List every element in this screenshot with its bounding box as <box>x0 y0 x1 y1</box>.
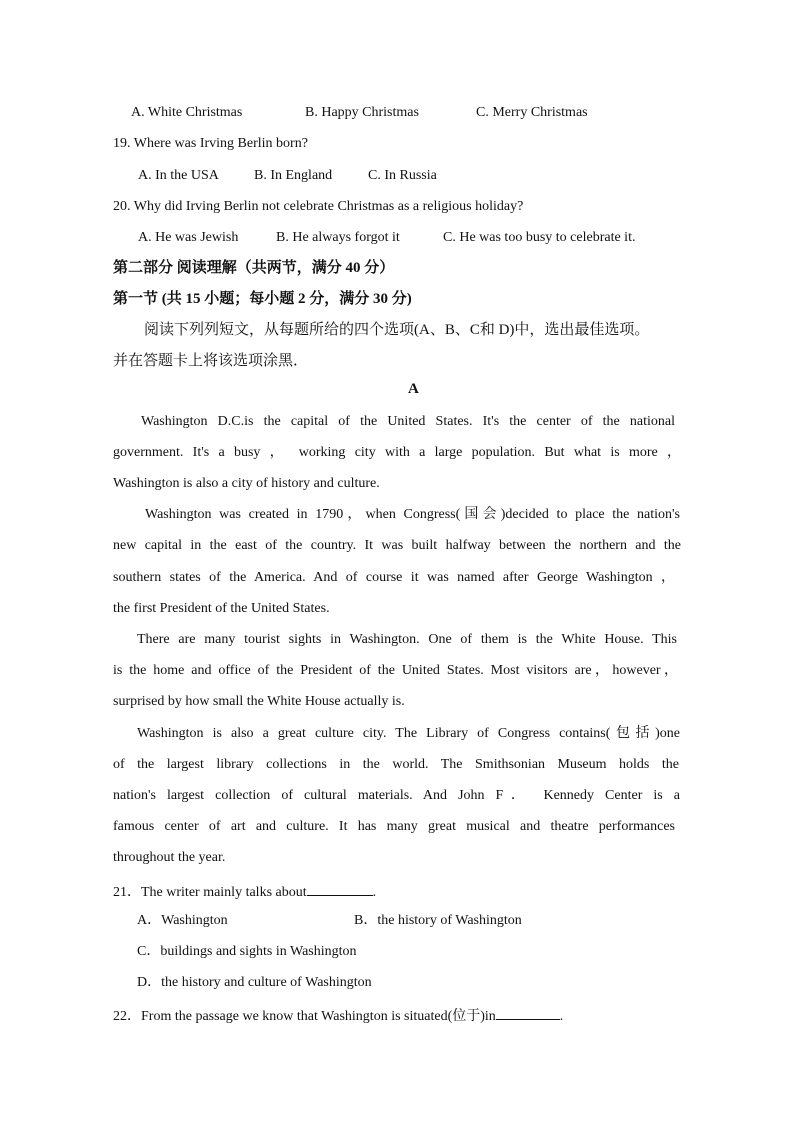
q18-option-a: A. White Christmas <box>131 105 243 120</box>
passage-line: the first President of the United States. <box>113 601 330 616</box>
q21-option-d: D．the history and culture of Washington <box>137 975 372 990</box>
passage-line: Washington is also a city of history and culture. <box>113 476 380 491</box>
q19-option-b: B. In England <box>254 168 333 183</box>
passage-line: Washington D.C.is the capital of the United States. It's the center of the national <box>141 414 675 429</box>
passage-line: nation's largest collection of cultural materials. And John F． Kennedy Center is a <box>113 788 680 803</box>
instruction-line-1: 阅读下列列短文，从每题所给的四个选项(A、B、C和 D)中，选出最佳选项。 <box>144 322 650 338</box>
part-title: 第二部分 阅读理解（共两节，满分 40 分） <box>113 260 395 276</box>
q20-option-b: B. He always forgot it <box>276 230 400 245</box>
q21-option-a: A．Washington <box>137 913 228 928</box>
q21-stem <box>113 881 376 902</box>
q22-stem <box>113 1005 563 1026</box>
q21-stem-end: . <box>372 885 377 900</box>
q22-stem-text: 22．From the passage we know that Washington is situated(位于)in <box>113 1009 496 1024</box>
passage-line: is the home and office of the President of the United States. Most visitors are，however， <box>113 663 678 678</box>
passage-line: Washington is also a great culture city. The Library of Congress contains(包括)one <box>137 726 680 741</box>
passage-label: A <box>408 381 419 397</box>
q20-option-c: C. He was too busy to celebrate it. <box>443 230 636 245</box>
passage-line: southern states of the America. And of course it was named after George Washington ， <box>113 570 675 585</box>
passage-line: throughout the year. <box>113 850 226 865</box>
q20-stem: 20. Why did Irving Berlin not celebrate Christmas as a religious holiday? <box>113 199 524 214</box>
passage-line: of the largest library collections in the world. The Smithsonian Museum holds the <box>113 757 679 772</box>
q21-option-b: B．the history of Washington <box>354 913 522 928</box>
sub-section-title: 第一节 (共 15 小题；每小题 2 分，满分 30 分) <box>113 291 412 307</box>
q22-stem-end: . <box>559 1009 564 1024</box>
q20-option-a: A. He was Jewish <box>138 230 239 245</box>
passage-line: Washington was created in 1790，when Congress(国会)decided to place the nation's <box>145 507 680 522</box>
q19-stem: 19. Where was Irving Berlin born? <box>113 136 308 151</box>
passage-line: surprised by how small the White House actually is. <box>113 694 405 709</box>
q18-option-c: C. Merry Christmas <box>476 105 588 120</box>
q19-option-c: C. In Russia <box>368 168 437 183</box>
passage-line: new capital in the east of the country. It was built halfway between the northern and the <box>113 538 681 553</box>
instruction-line-2: 并在答题卡上将该选项涂黑． <box>113 353 309 369</box>
q19-option-a: A. In the USA <box>138 168 219 183</box>
q21-option-c: C．buildings and sights in Washington <box>137 944 357 959</box>
q21-stem-text: 21．The writer mainly talks about <box>113 885 307 900</box>
passage-line: famous center of art and culture. It has many great musical and theatre performances <box>113 819 675 834</box>
answer-blank[interactable] <box>496 1005 560 1020</box>
passage-line: There are many tourist sights in Washington. One of them is the White House. This <box>137 632 677 647</box>
passage-line: government. It's a busy ， working city with a large population. But what is more ， <box>113 445 681 460</box>
answer-blank[interactable] <box>307 881 373 896</box>
q18-option-b: B. Happy Christmas <box>305 105 419 120</box>
